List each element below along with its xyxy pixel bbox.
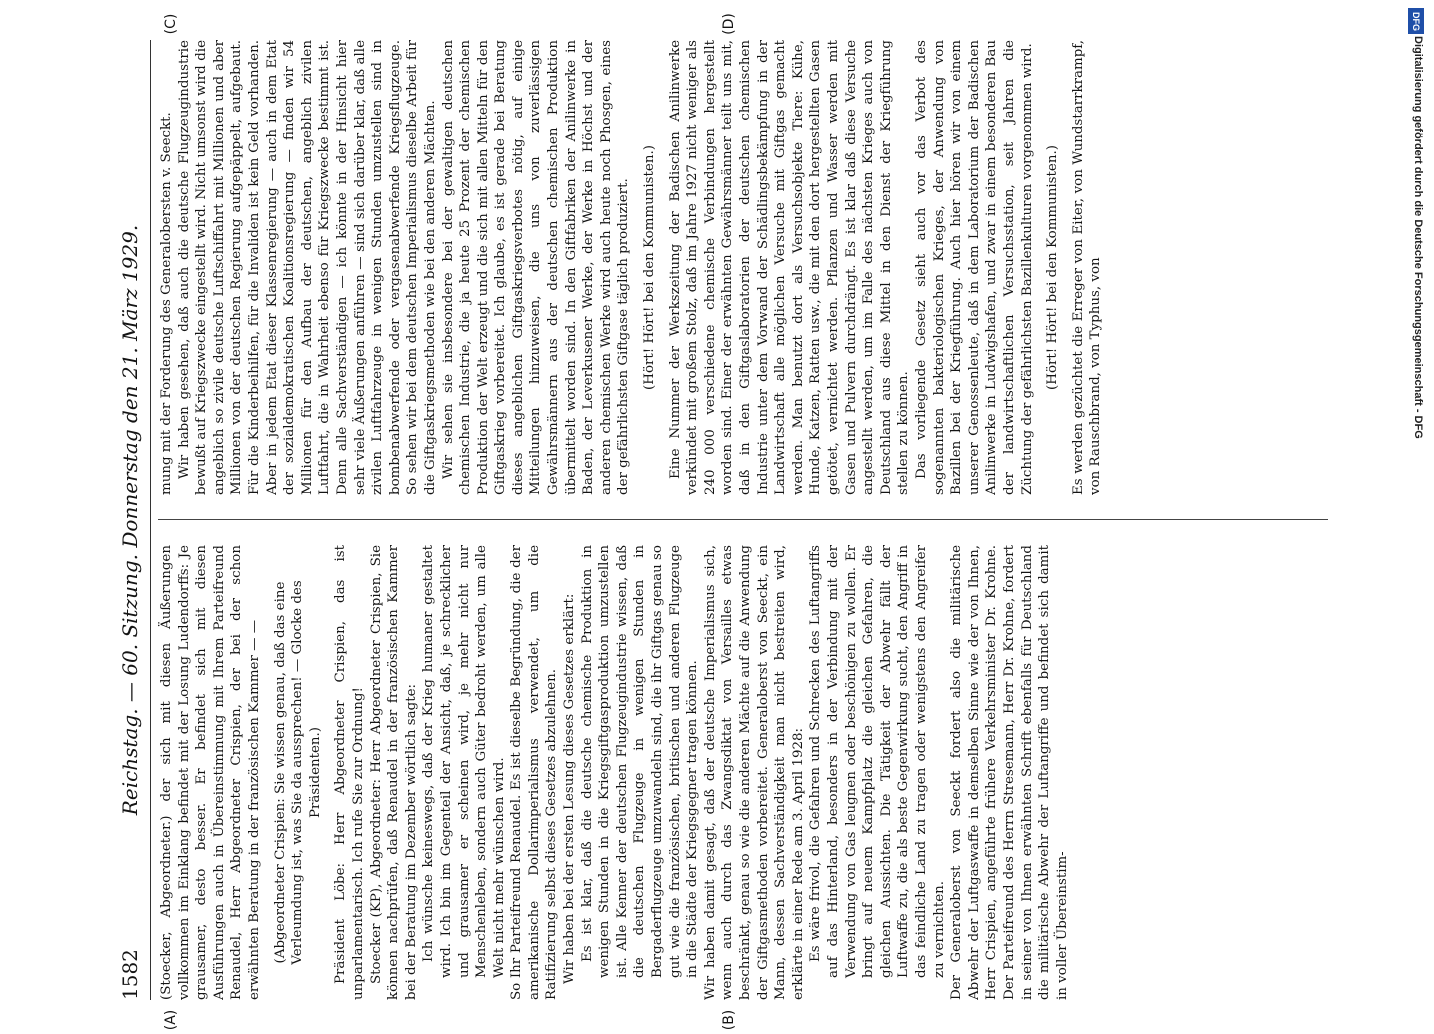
margin-marker-d: (D) — [721, 13, 737, 35]
interjection: (Hört! Hört! bei den Kommunisten.) — [1045, 145, 1061, 390]
rotated-page — [110, 13, 1370, 1031]
interjection: (Hört! Hört! bei den Kommunisten.) — [642, 145, 658, 390]
paragraph: Wir sehen sie insbesondere bei der gewaltigen deutschen chemischen Industrie, die ja heute 25 Prozent der chemischen Produktion der Welt erzeugt und die sich mit allen Mitteln für den Giftgaskrieg vorbereitet. Ich glaube, es ist gerade bei Beratung dieses angeblichen Giftgaskriegsverbotes nötig, auf einige Mitteilungen hinzuweisen, die uns von zuverlässigen Gewährsmännern aus der deutschen chemischen Produktion übermittelt worden sind. In den Giftfabriken der Anilinwerke in Baden, der Leverkusener Werke, der Werke in Höchst und der anderen chemischen Werke wird auch heute noch Phosgen, eines der gefährlichsten Giftgase täglich produziert. — [440, 40, 632, 495]
page-number: 1582 — [118, 949, 142, 1000]
credit-text: Digitalisierung gefördert durch die Deutsche Forschungsgemeinschaft - DFG — [1412, 36, 1424, 439]
margin-marker-c: (C) — [163, 13, 179, 35]
quotation: Ich wünsche keineswegs, daß der Krieg humaner gestaltet wird. Ich bin im Gegenteil der Ansicht, daß, je schrecklicher und grausamer er scheinen wird, je mehr nicht nur Menschenleben, sondern auch Güter bedroht werden, um alle Welt nicht mehr wünschen wird. — [421, 545, 507, 978]
paragraph: Es werden gezüchtet die Erreger von Eiter, von Wundstarrkrampf, von Rauschbrand, von Typhus, von — [1070, 40, 1104, 495]
paragraph: (Stoecker, Abgeordneter.) der sich mit diesen Äußerungen vollkommen im Einklang befindet mit der Losung Ludendorffs: Je grausamer, desto besser. Er befindet sich mit diesen Ausführungen auch in Übereinstimmung mit Ihrem Parteifreund Renaudel, Herr Abgeordneter Crispien, der bei der schon erwähnten Beratung in der französischen Kammer — — — [159, 545, 262, 1000]
right-column — [158, 40, 1328, 495]
header-rule — [150, 40, 151, 1000]
paragraph: Wir haben damit gesagt, daß der deutsche Imperialismus sich, wenn auch durch das Zwangsdiktat von Versailles etwas beschränkt, genau so wie die anderen Mächte auf die Anwendung der Giftgasmethoden vorbereitet. Generaloberst von Seeckt, ein Mann, dessen Sachverständigkeit man nicht bestreiten wird, erklärte in einer Rede am 3. April 1928: — [702, 545, 806, 1000]
paragraph: Der Generaloberst von Seeckt fordert also die militärische Abwehr der Luftgaswaffe in demselben Sinne wie der von Ihnen, Herr Crispien, angeführte frühere Verkehrsminister Dr. Krohne. Der Parteifreund des Herrn Stresemann, Herr Dr. Krohne, fordert in seiner von Ihnen erwähnten Schrift ebenfalls für Deutschland die militärische Abwehr der Luftangriffe und befindet sich damit in voller Übereinstim- — [949, 545, 1070, 1000]
paragraph: Wir haben gesehen, daß auch die deutsche Flugzeugindustrie bewußt auf Kriegszwecke eingestellt wird. Nicht umsonst wird die angeblich so zivile deutsche Luftschiffahrt mit Millionen und aber Millionen von der deutschen Regierung aufgepäppelt, aufgebaut. Für die Kinderbeihilfen, für die Invaliden ist kein Geld vorhanden. Aber in jedem Etat dieser Klassenregierung — auch in dem Etat der sozialdemokratischen Koalitionsregierung — finden wir 54 Millionen für den Aufbau der deutschen, angeblich zivilen Luftfahrt, die in Wahrheit ebenso für Kriegszwecke bestimmt ist. Denn alle Sachverständigen — ich könnte in der Hinsicht hier sehr viele Äußerungen anführen — sind sich darüber klar, daß alle zivilen Luftfahrzeuge in wenigen Stunden umzustellen sind in bombenabwerfende oder vergasenabwerfende Kriegsflugzeuge. So sehen wir bei dem deutschen Imperialismus dieselbe Arbeit für die Giftgaskriegsmethoden wie bei den anderen Mächten. — [176, 40, 438, 495]
paragraph: So Ihr Parteifreund Renaudel. Es ist dieselbe Begründung, die der amerikanische Dollarimperialismus verwendet, um die Ratifizierung selbst dieses Gesetzes abzulehnen. — [509, 545, 560, 1000]
interjection: (Abgeordneter Crispien: Sie wissen genau, daß das eine Verleumdung ist, was Sie da aussprechen! — Glocke des Präsidenten.) — [272, 580, 323, 965]
column-divider — [158, 519, 1328, 520]
digitization-credit — [1402, 0, 1434, 1000]
left-column — [158, 545, 1328, 1000]
quotation: Es wäre frivol, die Gefahren und Schrecken des Luftangriffs auf das Hinterland, besonders in der Verbindung mit der Verwendung von Gas leugnen oder beschönigen zu wollen. Er bringt auf neuem Kampfplatz die gleichen Gefahren, die gleichen Aussichten. Die Tätigkeit der Abwehr fällt der Luftwaffe zu, die als beste Gegenwirkung sucht, den Angriff in das feindliche Land zu tragen oder wenigstens den Angreifer zu vernichten. — [808, 545, 947, 978]
paragraph: mung mit der Forderung des Generalobersten v. Seeckt. — [159, 112, 174, 495]
page-title: Reichstag. — 60. Sitzung. Donnerstag den 21. März 1929. — [118, 224, 142, 816]
paragraph: Präsident Löbe: Herr Abgeordneter Crispien, das ist unparlamentarisch. Ich rufe Sie zur Ordnung! — [333, 545, 366, 1000]
paragraph: Wir haben bei der ersten Lesung dieses Gesetzes erklärt: — [562, 593, 578, 984]
paragraph: Stoecker (KP), Abgeordneter: Herr Abgeordneter Crispien, Sie können nachprüfen, daß Renaudel in der französischen Kammer bei der Beratung im Dezember wörtlich sagte: — [368, 545, 419, 1000]
margin-marker-a: (A) — [163, 1009, 179, 1031]
page-header — [110, 40, 150, 1000]
dfg-logo-icon: DFG — [1408, 8, 1424, 34]
quotation: Es ist klar, daß die deutsche chemische Produktion in wenigen Stunden in die Kriegsgiftgasproduktion umzustellen ist. Alle Kenner der deutschen Flugzeugindustrie wissen, daß die deutschen Flugzeuge in wenigen Stunden in Bergaderflugzeuge umzuwandeln sind, die ihr Giftgas genau so gut wie die französischen, britischen und anderen Flugzeuge in die Städte der Kriegsgegner tragen können. — [579, 545, 701, 978]
margin-marker-b: (B) — [721, 1009, 737, 1031]
paragraph: Eine Nummer der Werkszeitung der Badischen Anilinwerke verkündet mit großem Stolz, daß im Jahre 1927 nicht weniger als 240 000 verschiedene chemische Verbindungen hergestellt worden sind. Einer der erwähnten Gewährsmänner teilt uns mit, daß in den Giftgaslaboratorien der deutschen chemischen Industrie unter dem Vorwand der Schädlingsbekämpfung in der Landwirtschaft alle möglichen Versuche mit Giftgas gemacht werden. Man benutzt dort als Versuchsobjekte Tiere: Kühe, Hunde, Katzen, Ratten usw., die mit den dort hergestellten Gasen getötet, vernichtet werden. Pflanzen und Wasser werden mit Gasen und Pulvern durchdrängt. Es ist klar daß diese Versuche angestellt werden, um im Falle des nächsten Krieges auch von Deutschland aus diese Mittel in den Dienst der Kriegführung stellen zu können. — [667, 40, 912, 495]
paragraph: Das vorliegende Gesetz sieht auch vor das Verbot des sogenannten bakteriologischen Krieges, der Anwendung von Bazillen bei der Kriegführung. Auch hier hören wir von einem unserer Genossenleute, daß in dem Laboratorium der Badischen Anilinwerke in Ludwigshafen, und zwar in einem besonderen Bau der landwirtschaftlichen Versuchsstation, seit Jahren die Züchtung der gefährlichsten Bazillenkulturen vorgenommen wird. — [913, 40, 1035, 495]
